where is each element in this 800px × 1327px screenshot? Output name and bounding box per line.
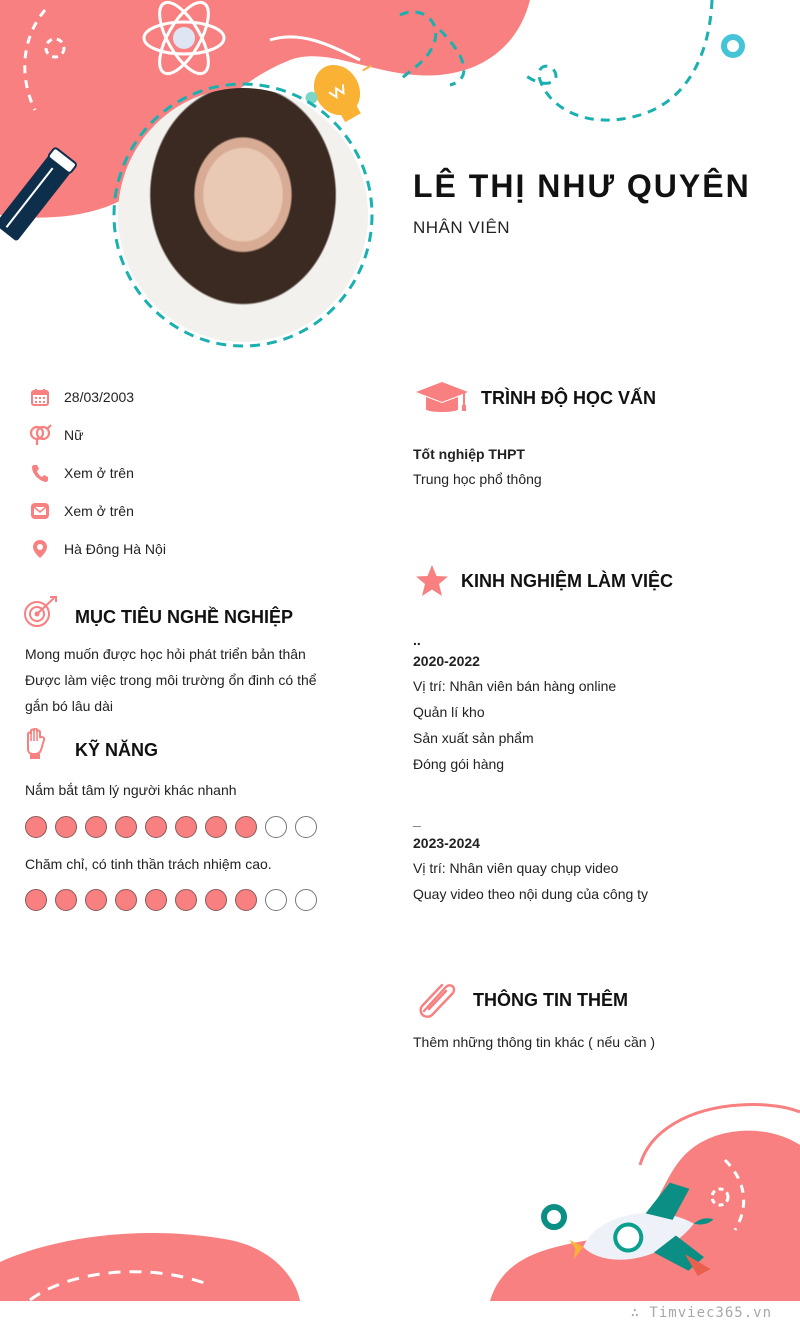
skill-dot-filled — [145, 889, 167, 911]
info-address — [28, 537, 166, 561]
target-icon — [23, 596, 59, 628]
skill-dot-filled — [85, 889, 107, 911]
job-line: Quay video theo nội dung của công ty — [413, 886, 649, 902]
job-period: 2023-2024 — [413, 835, 480, 851]
profile-photo — [118, 88, 368, 342]
birthdate-value: 28/03/2003 — [64, 389, 135, 405]
skill-dot-filled — [175, 889, 197, 911]
phone-value: Xem ở trên — [64, 465, 134, 481]
gender-icon — [28, 423, 52, 447]
education-title: TRÌNH ĐỘ HỌC VẤN — [481, 388, 656, 408]
skill-name: Nắm bắt tâm lý người khác nhanh — [25, 782, 237, 798]
skill-dot-filled — [235, 816, 257, 838]
skill-rating — [25, 889, 317, 911]
graduation-cap-icon — [414, 381, 470, 415]
job-line: Vị trí: Nhân viên quay chụp video — [413, 860, 619, 876]
job-line: Đóng gói hàng — [413, 756, 505, 772]
brand-watermark: ∴ Timviec365.vn — [630, 1305, 772, 1321]
skills-title: KỸ NĂNG — [75, 740, 159, 760]
job-marker: .. — [413, 632, 421, 648]
skill-dot-filled — [25, 816, 47, 838]
skill-dot-empty — [265, 816, 287, 838]
info-phone — [28, 461, 134, 485]
job-line: Quản lí kho — [413, 704, 485, 720]
skill-dot-filled — [175, 816, 197, 838]
skill-dot-filled — [115, 889, 137, 911]
location-pin-icon — [28, 537, 52, 561]
candidate-name: LÊ THỊ NHƯ QUYÊN — [413, 168, 751, 204]
phone-icon — [28, 461, 52, 485]
skill-name: Chăm chỉ, có tinh thần trách nhiệm cao. — [25, 856, 272, 872]
skill-dot-filled — [145, 816, 167, 838]
extra-title: THÔNG TIN THÊM — [473, 990, 628, 1010]
skill-dot-filled — [235, 889, 257, 911]
address-value: Hà Đông Hà Nội — [64, 541, 166, 557]
objective-title: MỤC TIÊU NGHỀ NGHIỆP — [75, 607, 294, 627]
job-marker: _ — [413, 812, 421, 828]
job-title: NHÂN VIÊN — [413, 218, 511, 237]
skill-rating — [25, 816, 317, 838]
info-gender — [28, 423, 83, 447]
skill-dot-empty — [265, 889, 287, 911]
skill-dot-filled — [205, 889, 227, 911]
experience-title: KINH NGHIỆM LÀM VIỆC — [461, 571, 674, 591]
paperclip-icon — [416, 979, 458, 1019]
skill-dot-empty — [295, 816, 317, 838]
education-school: Trung học phổ thông — [413, 471, 542, 487]
skill-dot-filled — [55, 816, 77, 838]
calendar-icon — [28, 385, 52, 409]
extra-text: Thêm những thông tin khác ( nếu cần ) — [413, 1034, 656, 1050]
hand-icon — [24, 728, 48, 760]
gender-value: Nữ — [64, 427, 84, 443]
skill-dot-filled — [25, 889, 47, 911]
objective-line: Được làm việc trong môi trường ổn đinh có thể — [25, 672, 317, 688]
job-line: Vị trí: Nhân viên bán hàng online — [413, 678, 617, 694]
skill-dot-filled — [85, 816, 107, 838]
email-value: Xem ở trên — [64, 503, 134, 519]
email-icon — [28, 499, 52, 523]
skill-dot-filled — [115, 816, 137, 838]
star-icon — [414, 564, 450, 598]
objective-line: Mong muốn được học hỏi phát triển bản thân — [25, 646, 306, 662]
education-degree: Tốt nghiệp THPT — [413, 446, 525, 462]
skill-dot-filled — [205, 816, 227, 838]
info-email — [28, 499, 134, 523]
skill-dot-empty — [295, 889, 317, 911]
objective-line: gắn bó lâu dài — [25, 698, 113, 714]
info-birthdate — [28, 385, 134, 409]
job-line: Sản xuất sản phẩm — [413, 730, 534, 746]
job-period: 2020-2022 — [413, 653, 480, 669]
skill-dot-filled — [55, 889, 77, 911]
